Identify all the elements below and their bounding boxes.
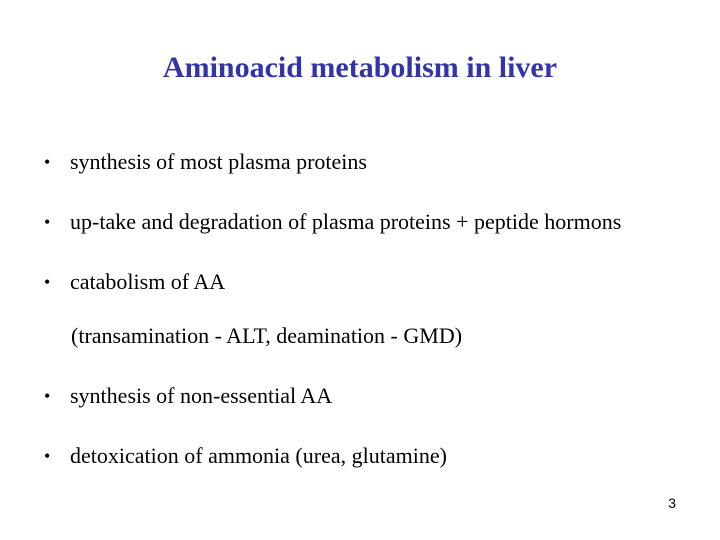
list-item xyxy=(44,442,447,470)
bullet-icon: • xyxy=(44,272,51,292)
list-item xyxy=(44,148,367,176)
list-item xyxy=(44,268,225,296)
page-number: 3 xyxy=(668,495,676,511)
list-item-continuation xyxy=(71,322,462,350)
list-item-text: catabolism of AA xyxy=(70,269,226,294)
list-item xyxy=(44,382,332,410)
list-item-text: (transamination - ALT, deamination - GMD) xyxy=(71,323,463,348)
bullet-icon: • xyxy=(44,212,51,232)
bullet-icon: • xyxy=(44,446,51,466)
list-item xyxy=(44,208,621,236)
list-item-text: synthesis of non-essential AA xyxy=(70,383,333,408)
slide-title: Aminoacid metabolism in liver xyxy=(162,51,558,84)
list-item-text: synthesis of most plasma proteins xyxy=(70,149,367,174)
list-item-text: up-take and degradation of plasma proteins + peptide hormons xyxy=(70,209,622,234)
bullet-icon: • xyxy=(44,386,51,406)
list-item-text: detoxication of ammonia (urea, glutamine) xyxy=(70,443,447,468)
bullet-icon: • xyxy=(44,152,51,172)
